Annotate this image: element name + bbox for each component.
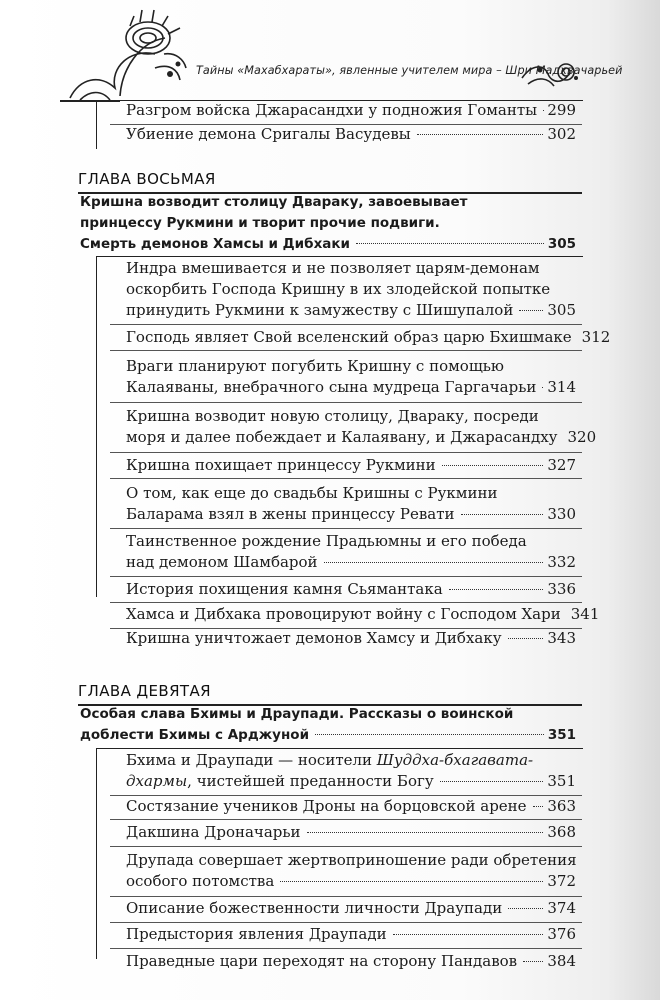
leader-dots	[324, 562, 544, 563]
entry-separator	[110, 478, 582, 479]
toc-entry-title: Праведные цари переходят на сторону Пандавов	[126, 952, 518, 970]
entry-separator	[110, 452, 582, 453]
leader-dots	[393, 934, 544, 935]
entry-separator	[110, 576, 582, 577]
toc-entry[interactable]	[126, 551, 576, 573]
toc-entry-title: принудить Рукмини к замужеству с Шишупалой	[126, 301, 514, 319]
leader-dots	[417, 134, 544, 135]
leader-dots	[542, 387, 543, 388]
leader-dots	[508, 908, 543, 909]
toc-entry-page: 343	[547, 629, 576, 647]
toc-entry[interactable]	[126, 454, 576, 476]
toc-entry[interactable]	[126, 795, 576, 817]
toc-entry[interactable]	[126, 950, 576, 972]
toc-entry[interactable]	[126, 299, 576, 321]
toc-entry[interactable]	[126, 503, 576, 525]
chapter-8-main-line2[interactable]: принцессу Рукмини и творит прочие подвиги.	[80, 215, 440, 231]
toc-entry[interactable]	[126, 123, 576, 145]
chapter-8-main-line1[interactable]: Кришна возводит столицу Двараку, завоевывает	[80, 194, 468, 210]
toc-entry-title: Калаяваны, внебрачного сына мудреца Гаргачарьи	[126, 378, 537, 396]
toc-entry-page: 330	[547, 505, 576, 523]
entry-separator	[110, 948, 582, 949]
toc-entry-page: 341	[570, 605, 600, 623]
toc-entry-text: , чистейшей преданности Богу	[187, 772, 434, 790]
entry-separator	[110, 402, 582, 403]
toc-entry-title: История похищения камня Сьямантака	[126, 580, 443, 598]
toc-entry-title: Убиение демона Сригалы Васудевы	[126, 125, 411, 143]
toc-entry-line[interactable]: Таинственное рождение Прадьюмны и его победа	[126, 532, 527, 550]
toc-entry[interactable]	[126, 578, 576, 600]
toc-entry-page: 305	[547, 301, 576, 319]
toc-entry-line[interactable]: Друпада совершает жертвоприношение ради обретения	[126, 851, 577, 869]
leader-dots	[440, 781, 544, 782]
toc-entry-page: 374	[547, 899, 576, 917]
leader-dots	[519, 310, 543, 311]
entry-separator	[110, 846, 582, 847]
chapter-8-main-entry[interactable]	[80, 233, 576, 255]
leader-dots	[307, 832, 544, 833]
entry-separator	[110, 819, 582, 820]
toc-entry-title: Разгром войска Джарасандхи у подножия Гоманты	[126, 101, 538, 119]
toc-entry[interactable]	[126, 897, 576, 919]
toc-entry-italic-text: дхармы	[126, 772, 188, 790]
toc-entry-title: Смерть демонов Хамсы и Дибхаки	[80, 236, 351, 252]
toc-entry-line[interactable]: О том, как еще до свадьбы Кришны с Рукмини	[126, 484, 498, 502]
toc-entry-page: 363	[547, 797, 576, 815]
toc-entry-page: 327	[547, 456, 576, 474]
lotus-ornament-icon	[60, 8, 190, 102]
entry-separator	[110, 528, 582, 529]
toc-entry[interactable]	[126, 923, 576, 945]
toc-entry-title: доблести Бхимы с Арджуной	[80, 727, 310, 743]
entry-separator	[110, 350, 582, 351]
chapter-8-heading: ГЛАВА ВОСЬМАЯ	[78, 170, 216, 188]
toc-entry[interactable]	[126, 821, 576, 843]
toc-entry-italic-text: Шуддха-бхагавата-	[376, 751, 534, 769]
chapter-9-main-line1[interactable]: Особая слава Бхимы и Драупади. Рассказы о воинской	[80, 706, 514, 722]
leader-dots	[461, 514, 544, 515]
toc-entry-page: 305	[547, 236, 576, 252]
toc-entry-page: 384	[547, 952, 576, 970]
toc-entry-line[interactable]: Кришна возводит новую столицу, Двараку, посреди	[126, 407, 539, 425]
toc-entry[interactable]	[126, 603, 600, 625]
toc-entry-line[interactable]: Враги планируют погубить Кришну с помощью	[126, 357, 504, 375]
toc-entry[interactable]	[126, 326, 611, 348]
chapter-9-main-entry[interactable]	[80, 724, 576, 746]
leader-dots	[280, 881, 543, 882]
toc-entry-page: 320	[567, 428, 597, 446]
toc-entry-title: Баларама взял в жены принцессу Ревати	[126, 505, 455, 523]
toc-entry-title	[126, 770, 434, 792]
leader-dots	[508, 638, 544, 639]
toc-entry-title: Кришна похищает принцессу Рукмини	[126, 456, 436, 474]
toc-entry-page: 336	[547, 580, 576, 598]
toc-entry-page: 351	[547, 772, 576, 790]
toc-entry-title: особого потомства	[126, 872, 275, 890]
leader-dots	[315, 734, 544, 735]
toc-entry[interactable]	[126, 870, 576, 892]
entry-separator	[110, 324, 582, 325]
toc-entry-title: Хамса и Дибхака провоцируют войну с Господом Хари	[126, 605, 561, 623]
toc-entry[interactable]	[126, 426, 597, 448]
toc-entry-page: 376	[547, 925, 576, 943]
toc-entry-line[interactable]	[126, 749, 533, 771]
toc-entry[interactable]	[126, 99, 576, 121]
leader-dots	[449, 589, 544, 590]
toc-entry[interactable]	[126, 627, 576, 649]
toc-entry-page: 312	[581, 328, 611, 346]
toc-entry-title: Кришна уничтожает демонов Хамсу и Дибхаку	[126, 629, 502, 647]
toc-entry-title: Господь являет Свой вселенский образ царю Бхишмаке	[126, 328, 572, 346]
toc-entry-title: Описание божественности личности Драупади	[126, 899, 503, 917]
toc-entry-page: 368	[547, 823, 576, 841]
toc-entry-title: над демоном Шамбарой	[126, 553, 318, 571]
toc-entry-title: Дакшина Дроначарьи	[126, 823, 301, 841]
toc-entry[interactable]	[126, 770, 576, 792]
toc-entry-page: 351	[547, 727, 576, 743]
toc-entry-page: 299	[547, 101, 576, 119]
toc-entry-text: Бхима и Драупади — носители	[126, 751, 377, 769]
toc-entry-title: моря и далее побеждает и Калаявану, и Джарасандху	[126, 428, 558, 446]
leader-dots	[533, 806, 544, 807]
toc-entry-page: 302	[547, 125, 576, 143]
running-header-title: Тайны «Махабхараты», явленные учителем мира – Шри Мадхвачарьей	[196, 64, 623, 77]
leader-dots	[356, 243, 544, 244]
toc-entry-line[interactable]: оскорбить Господа Кришну в их злодейской попытке	[126, 280, 551, 298]
toc-entry-line[interactable]: Индра вмешивается и не позволяет царям-демонам	[126, 259, 540, 277]
toc-entry-page: 332	[547, 553, 576, 571]
chapter-9-heading: ГЛАВА ДЕВЯТАЯ	[78, 682, 211, 700]
leader-dots	[523, 961, 543, 962]
toc-entry-title: Состязание учеников Дроны на борцовской арене	[126, 797, 527, 815]
leader-dots	[442, 465, 544, 466]
toc-entry-page: 372	[547, 872, 576, 890]
toc-entry[interactable]	[126, 376, 576, 398]
toc-entry-page: 314	[547, 378, 576, 396]
toc-entry-title: Предыстория явления Драупади	[126, 925, 387, 943]
